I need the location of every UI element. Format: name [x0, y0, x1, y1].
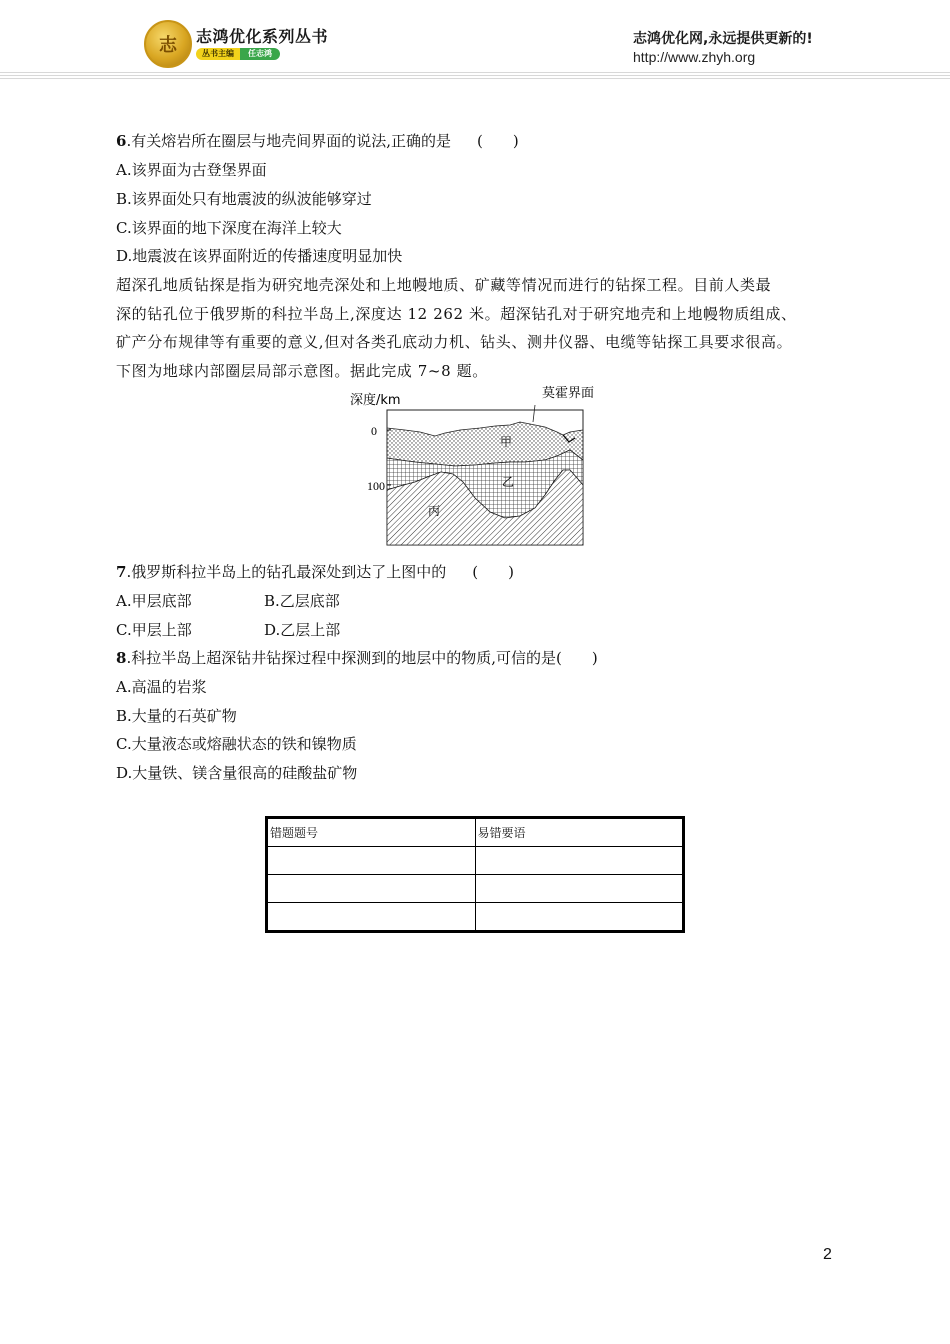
- table-cell[interactable]: [267, 875, 476, 903]
- answer-blank: ( ): [472, 563, 514, 581]
- editor-label: 丛书主编: [196, 48, 240, 60]
- option-b: B.该界面处只有地震波的纵波能够穿过: [116, 190, 372, 208]
- column-header-key-points: 易错要语: [475, 818, 684, 847]
- question-8-stem: [116, 648, 598, 668]
- question-7-stem: [116, 562, 514, 582]
- passage-line: 超深孔地质钻探是指为研究地壳深处和上地幔地质、矿藏等情况而进行的钻探工程。目前人类最: [116, 276, 772, 294]
- option-b: B.乙层底部: [264, 592, 340, 610]
- column-header-question-no: 错题题号: [267, 818, 476, 847]
- site-url[interactable]: http://www.zhyh.org: [633, 49, 756, 65]
- page-header: [0, 0, 950, 82]
- table-row: [267, 903, 684, 932]
- option-c: C.该界面的地下深度在海洋上较大: [116, 219, 342, 237]
- question-number: 7: [116, 563, 127, 581]
- table-cell[interactable]: [267, 903, 476, 932]
- moho-label: 莫霍界面: [542, 386, 595, 401]
- passage-line: 下图为地球内部圈层局部示意图。据此完成 7~8 题。: [116, 362, 488, 380]
- passage-line: 深的钻孔位于俄罗斯的科拉半岛上,深度达 12 262 米。超深钻孔对于研究地壳和上地幔物质组成、: [116, 305, 797, 323]
- y-axis-label: 深度/km: [350, 393, 401, 408]
- earth-layers-diagram: [345, 380, 615, 550]
- question-6-stem: [116, 131, 519, 151]
- option-b: B.大量的石英矿物: [116, 707, 237, 725]
- option-a: A.高温的岩浆: [116, 678, 207, 696]
- series-title: 志鸿优化系列丛书: [196, 27, 329, 46]
- logo-glyph: 志: [159, 35, 177, 56]
- site-slogan: 志鸿优化网,永远提供更新的!: [633, 31, 813, 47]
- table-cell[interactable]: [475, 903, 684, 932]
- question-number: 8: [116, 649, 127, 667]
- option-c: C.大量液态或熔融状态的铁和镍物质: [116, 735, 357, 753]
- y-tick-label-0: 0: [371, 424, 377, 438]
- question-text: .科拉半岛上超深钻井钻探过程中探测到的地层中的物质,可信的是: [126, 649, 556, 667]
- question-number: 6: [116, 132, 127, 150]
- answer-blank: ( ): [476, 132, 519, 150]
- option-a: A.该界面为古登堡界面: [116, 161, 267, 179]
- table-row: [267, 875, 684, 903]
- y-tick-label-100: 100: [367, 479, 385, 493]
- page-number: 2: [823, 1246, 832, 1263]
- layer-b-label: 乙: [502, 475, 515, 489]
- option-d: D.地震波在该界面附近的传播速度明显加快: [116, 247, 403, 265]
- passage-line: 矿产分布规律等有重要的意义,但对各类孔底动力机、钻头、测井仪器、电缆等钻探工具要求很高。: [116, 333, 793, 351]
- option-c: C.甲层上部: [116, 621, 192, 639]
- table-cell[interactable]: [267, 847, 476, 875]
- layer-a-label: 甲: [500, 435, 513, 449]
- editor-badge: [196, 48, 280, 60]
- answer-blank: ( ): [555, 649, 598, 667]
- publisher-logo: [144, 20, 192, 68]
- option-d: D.乙层上部: [264, 621, 341, 639]
- question-text: .俄罗斯科拉半岛上的钻孔最深处到达了上图中的: [126, 563, 447, 581]
- error-record-table: [265, 816, 685, 933]
- table-cell[interactable]: [475, 875, 684, 903]
- table-cell[interactable]: [475, 847, 684, 875]
- layer-c-label: 丙: [428, 504, 441, 518]
- header-divider: [0, 72, 950, 81]
- option-d: D.大量铁、镁含量很高的硅酸盐矿物: [116, 764, 358, 782]
- option-a: A.甲层底部: [116, 592, 192, 610]
- question-text: .有关熔岩所在圈层与地壳间界面的说法,正确的是: [126, 132, 451, 150]
- table-header-row: [267, 818, 684, 847]
- table-row: [267, 847, 684, 875]
- editor-name: 任志鸿: [240, 48, 280, 60]
